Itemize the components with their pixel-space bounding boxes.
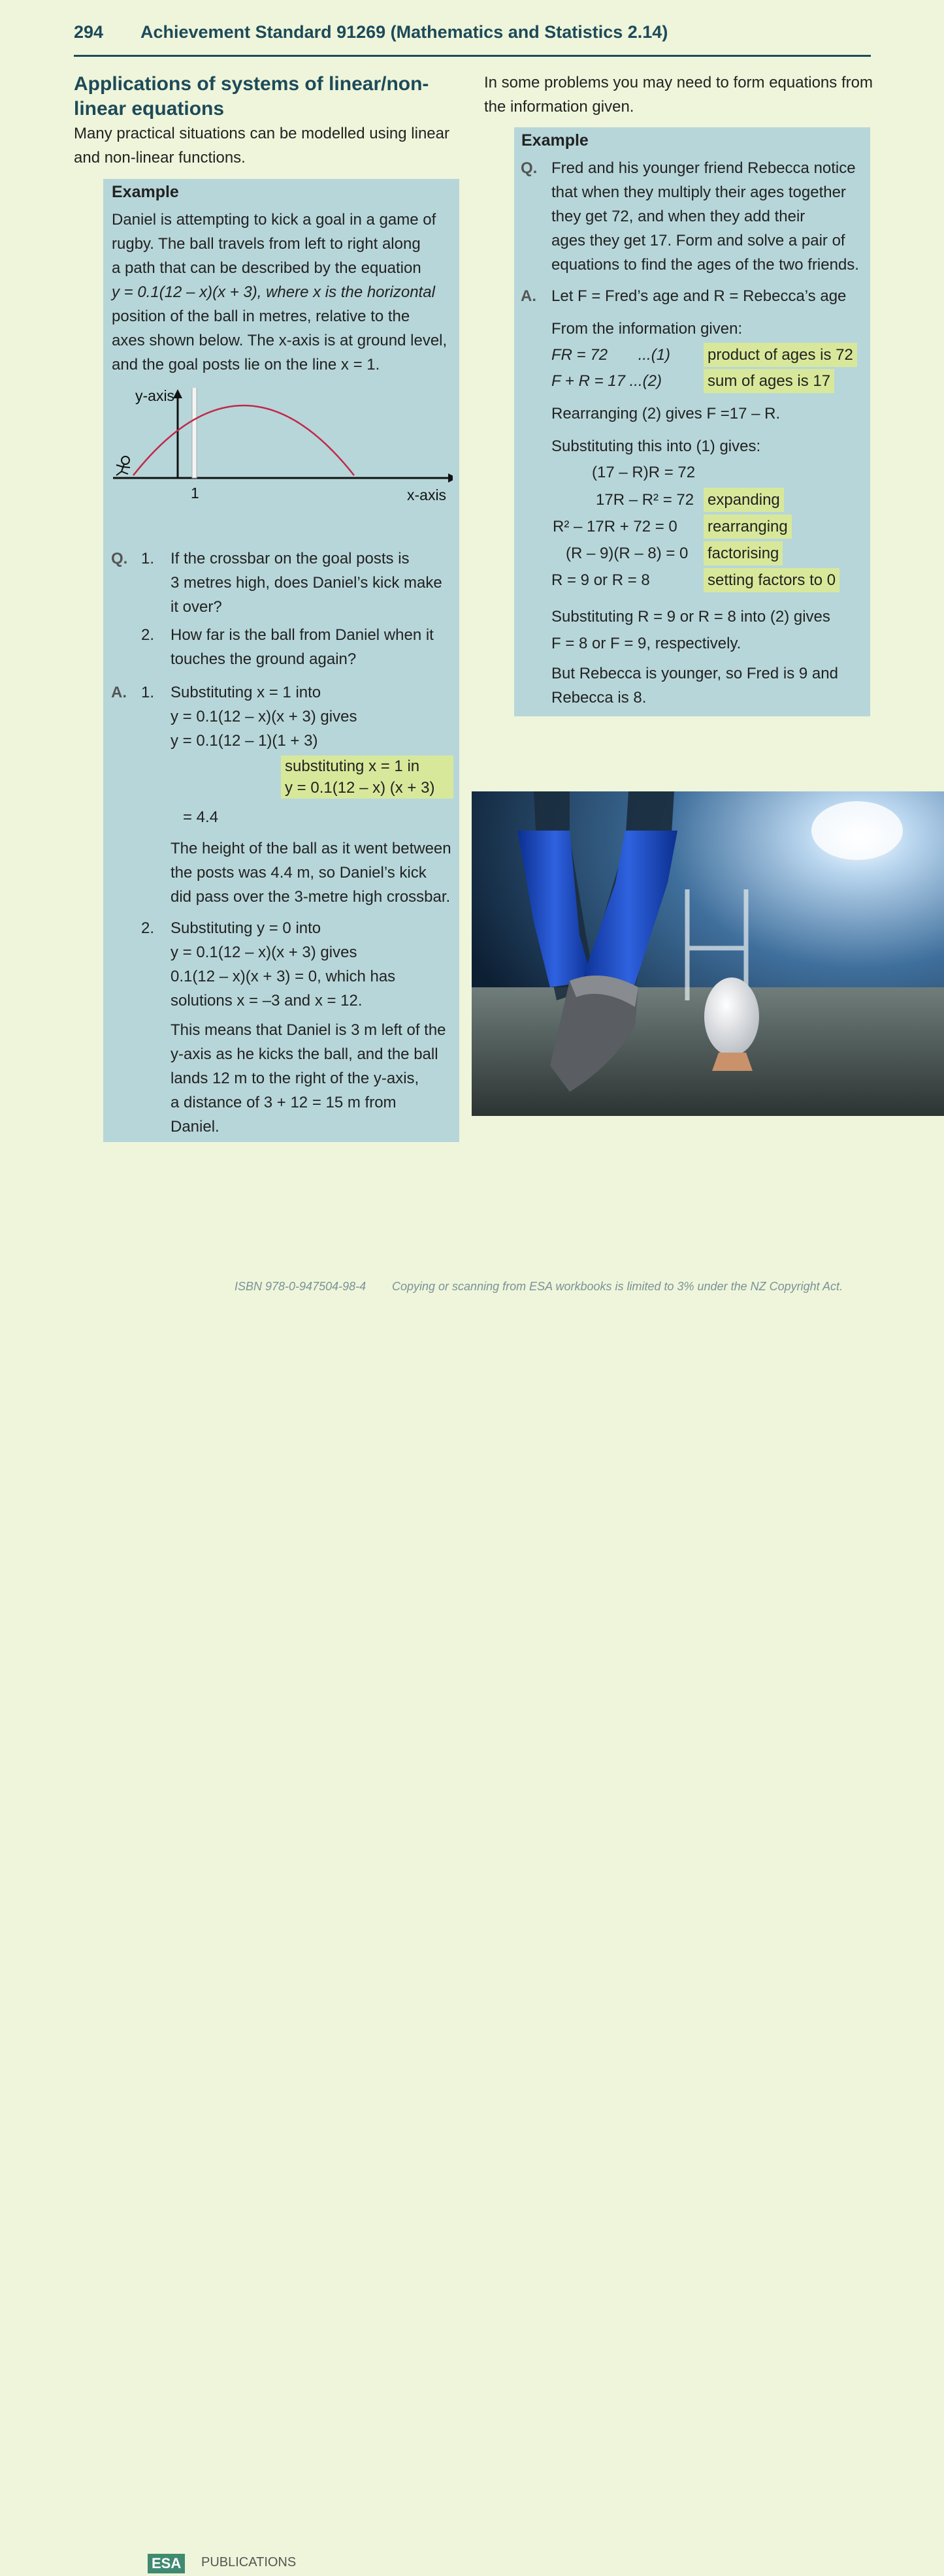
conclusion-line: But Rebecca is younger, so Fred is 9 and — [551, 665, 838, 682]
conclusion-line: The height of the ball as it went between — [171, 840, 451, 857]
conclusion-line: a distance of 3 + 12 = 15 m from — [171, 1094, 397, 1111]
question-line: If the crossbar on the goal posts is — [171, 550, 410, 567]
question-1-text — [171, 547, 458, 619]
example-label: Example — [112, 183, 179, 201]
from-info-line: From the information given: — [551, 320, 743, 338]
step-2-note: expanding — [704, 488, 784, 512]
question-number-1: 1. — [141, 550, 155, 567]
tick-label-1: 1 — [191, 485, 199, 501]
step-5-note: setting factors to 0 — [704, 568, 839, 592]
conclusion-line: lands 12 m to the right of the y-axis, — [171, 1070, 419, 1087]
working-line: solutions x = –3 and x = 12. — [171, 992, 363, 1010]
equation-2-note: sum of ages is 17 — [704, 369, 834, 393]
y-axis-arrow — [173, 389, 182, 398]
statement-line: axes shown below. The x-axis is at ground level, — [112, 332, 448, 349]
step-4: (R – 9)(R – 8) = 0 — [566, 545, 689, 562]
question-text — [551, 156, 865, 277]
conclusion-line: the posts was 4.4 m, so Daniel’s kick — [171, 864, 427, 882]
statement-line: y = 0.1(12 – x)(x + 3), where x is the horizontal — [112, 283, 435, 301]
trajectory-diagram — [110, 388, 453, 518]
y-axis-label: y-axis — [135, 388, 175, 404]
result-line: F = 8 or F = 9, respectively. — [551, 635, 741, 652]
equation-1: FR = 72 ...(1) — [551, 346, 671, 364]
answer-number-1: 1. — [141, 684, 155, 701]
rearranging-line: Rearranging (2) gives F =17 – R. — [551, 405, 781, 422]
answer-marker: A. — [521, 287, 536, 305]
statement-line: rugby. The ball travels from left to right along — [112, 235, 421, 253]
working-line: 0.1(12 – x)(x + 3) = 0, which has — [171, 968, 396, 985]
result-line: Substituting R = 9 or R = 8 into (2) gives — [551, 608, 830, 626]
kicking-tee — [712, 1053, 753, 1071]
question-2-text — [171, 623, 458, 671]
working-line: y = 0.1(12 – 1)(1 + 3) — [171, 732, 318, 750]
working-line: y = 0.1(12 – x)(x + 3) gives — [171, 944, 357, 961]
equation-1-note: product of ages is 72 — [704, 343, 857, 367]
section-heading: Applications of systems of linear/non-linear equations — [74, 73, 429, 119]
question-marker: Q. — [111, 550, 128, 567]
answer-2-working — [171, 916, 458, 1013]
goal-post — [192, 388, 197, 478]
isbn-text: ISBN 978-0-947504-98-4 — [235, 1280, 366, 1293]
conclusion-line: This means that Daniel is 3 m left of the — [171, 1021, 446, 1039]
example-box-1 — [103, 179, 459, 1142]
final-conclusion — [551, 661, 865, 710]
answer-2-conclusion — [171, 1018, 458, 1139]
ball-path-curve — [133, 405, 354, 475]
statement-line: a path that can be described by the equation — [112, 259, 421, 277]
equation-2: F + R = 17 ...(2) — [551, 372, 662, 390]
logo-mark: ESA — [148, 2554, 185, 2573]
step-3-note: rearranging — [704, 515, 792, 539]
question-line: How far is the ball from Daniel when it — [171, 626, 434, 644]
step-3: R² – 17R + 72 = 0 — [553, 518, 677, 535]
conclusion-line: Rebecca is 8. — [551, 689, 647, 707]
note-line: y = 0.1(12 – x) (x + 3) — [285, 779, 435, 797]
answer-marker: A. — [111, 684, 127, 701]
answer-1-conclusion — [171, 836, 458, 909]
conclusion-line: Daniel. — [171, 1118, 220, 1136]
answer-1-result: = 4.4 — [183, 808, 219, 826]
question-line: ages they get 17. Form and solve a pair of — [551, 232, 845, 249]
question-line: equations to find the ages of the two friends. — [551, 256, 859, 274]
logo-publisher: PUBLICATIONS — [201, 2555, 297, 2569]
question-line: Fred and his younger friend Rebecca notice — [551, 159, 856, 177]
question-line: touches the ground again? — [171, 650, 357, 668]
conclusion-line: y-axis as he kicks the ball, and the ball — [171, 1045, 438, 1063]
answer-1-note — [281, 755, 453, 799]
example-label: Example — [521, 131, 589, 150]
working-line: Substituting y = 0 into — [171, 919, 321, 937]
answer-1-working — [171, 680, 458, 753]
rugby-ball — [704, 978, 759, 1056]
question-number-2: 2. — [141, 626, 155, 644]
statement-line: position of the ball in metres, relative to the — [112, 308, 410, 325]
step-4-note: factorising — [704, 541, 783, 565]
rugby-kick-photo — [472, 791, 944, 1116]
page-number: 294 — [74, 22, 104, 42]
question-line: they get 72, and when they add their — [551, 208, 806, 225]
intro-text-right: In some problems you may need to form equations from the information given. — [484, 74, 873, 116]
page-header — [74, 20, 871, 57]
step-2: 17R – R² = 72 — [596, 491, 694, 509]
question-line: that when they multiply their ages together — [551, 183, 846, 201]
statement-line: and the goal posts lie on the line x = 1. — [112, 356, 380, 374]
kicker-figure — [116, 456, 130, 475]
rugby-photo-illustration — [472, 791, 944, 1116]
question-line: 3 metres high, does Daniel’s kick make — [171, 574, 442, 592]
statement-line: Daniel is attempting to kick a goal in a game of — [112, 211, 436, 229]
example1-statement — [112, 208, 455, 377]
step-5: R = 9 or R = 8 — [551, 571, 650, 589]
note-line: substituting x = 1 in — [285, 757, 420, 775]
example-box-2 — [514, 127, 870, 716]
intro-text: Many practical situations can be modelled using linear and non-linear functions. — [74, 125, 449, 167]
x-axis-label: x-axis — [407, 486, 447, 503]
working-line: y = 0.1(12 – x)(x + 3) gives — [171, 708, 357, 725]
substituting-line: Substituting this into (1) gives: — [551, 437, 761, 455]
working-line: Substituting x = 1 into — [171, 684, 321, 701]
header-title: Achievement Standard 91269 (Mathematics and Statistics 2.14) — [140, 22, 668, 42]
copyright-text: Copying or scanning from ESA workbooks is limited to 3% under the NZ Copyright Act. — [392, 1280, 843, 1293]
x-axis-arrow — [448, 473, 453, 483]
answer-number-2: 2. — [141, 919, 155, 937]
conclusion-line: did pass over the 3-metre high crossbar. — [171, 888, 451, 906]
question-line: it over? — [171, 598, 222, 616]
substitution-result — [551, 603, 865, 657]
question-marker: Q. — [521, 159, 538, 177]
step-1: (17 – R)R = 72 — [592, 464, 696, 481]
let-line: Let F = Fred’s age and R = Rebecca’s age — [551, 287, 847, 305]
